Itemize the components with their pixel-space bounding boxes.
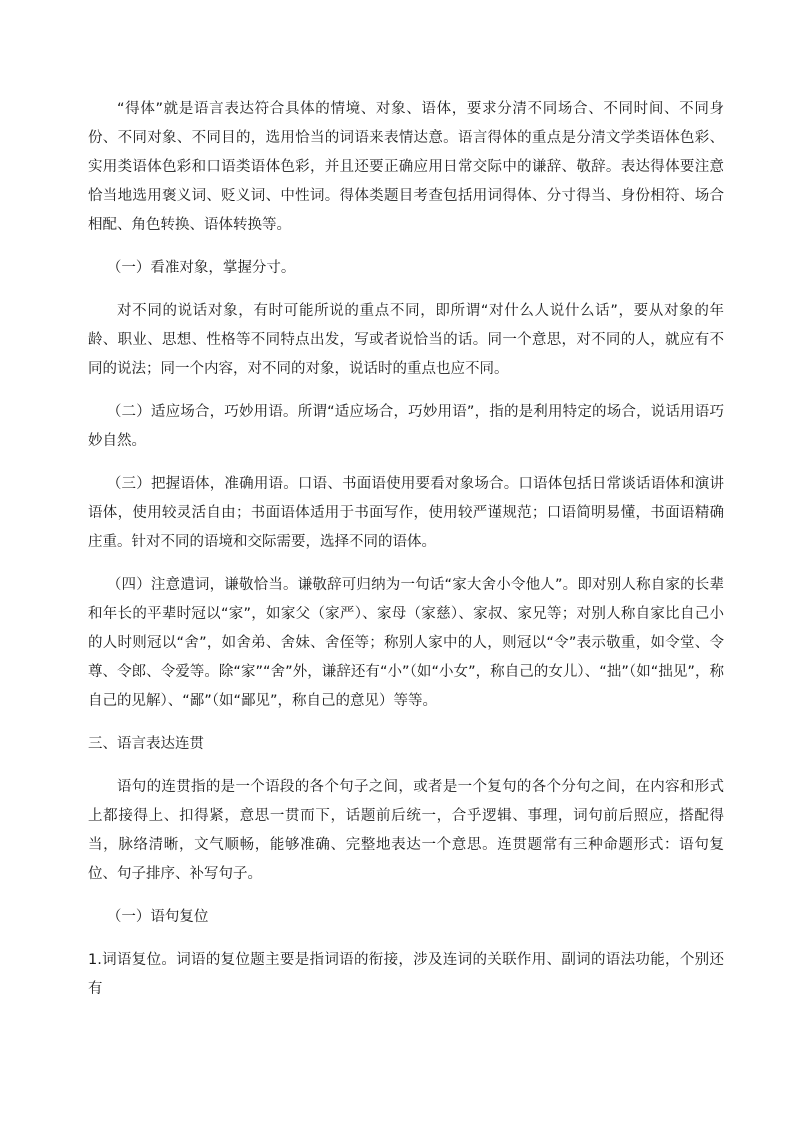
section-heading-coherence: 三、语言表达连贯 (88, 736, 204, 752)
paragraph-occasion: （二）适应场合，巧妙用语。所谓“适应场合，巧妙用语”，指的是利用特定的场合，说话用语巧妙自然。 (88, 404, 724, 449)
paragraph-object: 对不同的说话对象，有时可能所说的重点不同，即所谓“对什么人说什么话”，要从对象的年龄、职业、思想、性格等不同特点出发，写或者说恰当的话。同一个意思，对不同的人，就应有不同的说法；同一个内容，对不同的对象，说话时的重点也应不同。 (88, 303, 724, 377)
paragraph-coherence: 语句的连贯指的是一个语段的各个句子之间，或者是一个复句的各个分句之间，在内容和形式上都接得上、扣得紧，意思一贯而下，话题前后统一，合乎逻辑、事理，词句前后照应，搭配得当，脉络清晰，文气顺畅，能够准确、完整地表达一个意思。连贯题常有三种命题形式：语句复位、句子排序、补写句子。 (88, 779, 724, 882)
paragraph-word-restore: 1.词语复位。词语的复位题主要是指词语的衔接，涉及连词的关联作用、副词的语法功能，个别还有 (88, 952, 724, 997)
paragraph-definition: “得体”就是语言表达符合具体的情境、对象、语体，要求分清不同场合、不同时间、不同身份、不同对象、不同目的，选用恰当的词语来表情达意。语言得体的重点是分清文学类语体色彩、实用类语体色彩和口语类语体色彩，并且还要正确应用日常交际中的谦辞、敬辞。表达得体要注意恰当地选用褒义词、贬义词、中性词。得体类题目考查包括用词得体、分寸得当、身份相符、场合相配、角色转换、语体转换等。 (88, 101, 724, 233)
paragraph-honorifics: （四）注意遣词，谦敬恰当。谦敬辞可归纳为一句话“家大舍小令他人”。即对别人称自家的长辈和年长的平辈时冠以“家”，如家父（家严）、家母（家慈）、家叔、家兄等；对别人称自家比自己小的人时则冠以“舍”，如舍弟、舍妹、舍侄等；称别人家中的人，则冠以“令”表示敬重，如令堂、令尊、令郎、令爱等。除“家”“舍”外，谦辞还有“小”（如“小女”，称自己的女儿）、“拙”（如“拙见”，称自己的见解）、“鄙”（如“鄙见”，称自己的意见）等等。 (88, 577, 724, 709)
document-body (88, 95, 724, 1004)
heading-sentence-restore: （一）语句复位 (106, 909, 209, 925)
paragraph-style: （三）把握语体，准确用语。口语、书面语使用要看对象场合。口语体包括日常谈话语体和演讲语体，使用较灵活自由；书面语体适用于书面写作，使用较严谨规范；口语简明易懂，书面语精确庄重。针对不同的语境和交际需要，选择不同的语体。 (88, 476, 724, 550)
heading-object: （一）看准对象，掌握分寸。 (106, 260, 296, 276)
